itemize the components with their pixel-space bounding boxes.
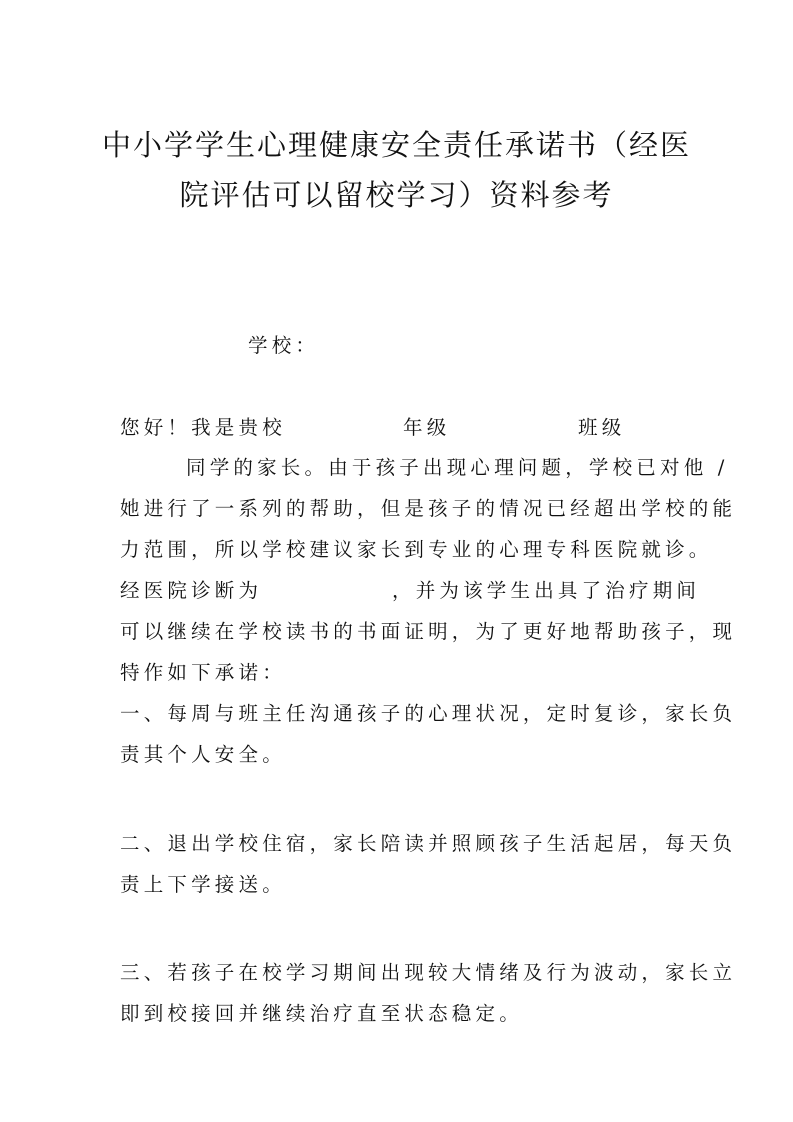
greeting-school: 您好！我是贵校	[120, 416, 286, 439]
salutation: 学校：	[248, 334, 320, 357]
commitment-2-line-1: 二、退出学校住宿，家长陪读并照顾孩子生活起居，每天负	[120, 832, 737, 855]
body-line-4a: 经医院诊断为	[120, 579, 263, 602]
body-line-6: 特作如下承诺：	[120, 661, 286, 684]
document-title-line-2: 院评估可以留校学习）资料参考	[179, 178, 614, 212]
body-line-2: 她进行了一系列的帮助，但是孩子的情况已经超出学校的能	[120, 497, 737, 520]
greeting-class: 班级	[578, 416, 626, 439]
body-line-4b: ，并为该学生出具了治疗期间	[392, 579, 701, 602]
greeting-grade: 年级	[403, 416, 451, 439]
document-title-line-1: 中小学学生心理健康安全责任承诺书（经医	[101, 128, 691, 162]
body-line-1: 同学的家长。由于孩子出现心理问题，学校已对他 /	[186, 456, 729, 479]
body-line-3: 力范围，所以学校建议家长到专业的心理专科医院就诊。	[120, 538, 713, 561]
body-line-5: 可以继续在学校读书的书面证明，为了更好地帮助孩子，现	[120, 620, 737, 643]
commitment-3-line-1: 三、若孩子在校学习期间出现较大情绪及行为波动，家长立	[120, 961, 737, 984]
commitment-1-line-2: 责其个人安全。	[120, 743, 286, 766]
commitment-3-line-2: 即到校接回并继续治疗直至状态稳定。	[120, 1002, 523, 1025]
commitment-2-line-2: 责上下学接送。	[120, 873, 286, 896]
commitment-1-line-1: 一、每周与班主任沟通孩子的心理状况，定时复诊，家长负	[120, 702, 737, 725]
